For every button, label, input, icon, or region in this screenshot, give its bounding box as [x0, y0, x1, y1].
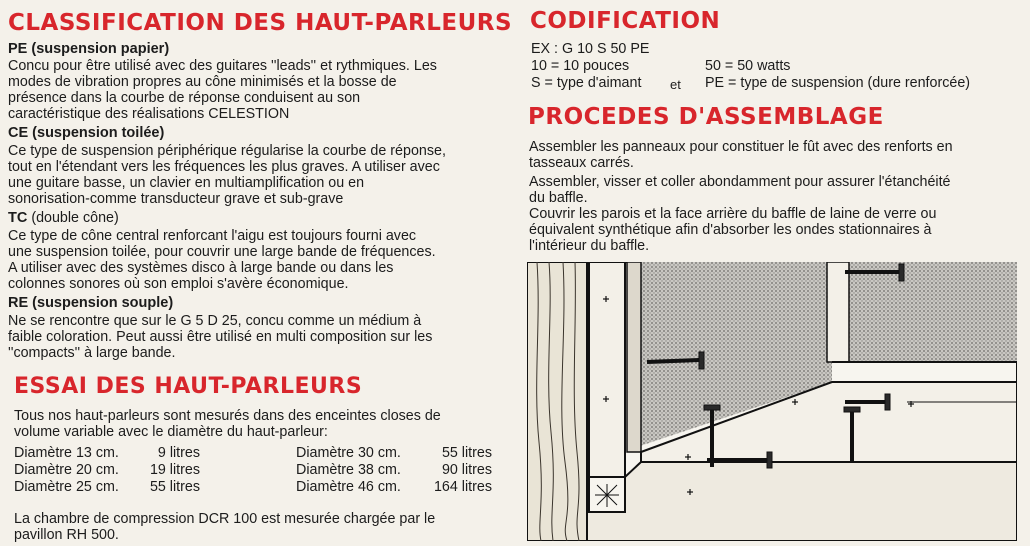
- table-cell: Diamètre 20 cm.: [14, 461, 119, 478]
- assemblage-line: du baffle.: [529, 190, 588, 206]
- code-et: et: [670, 77, 681, 92]
- essai-line: Tous nos haut-parleurs sont mesurés dans des enceintes closes de: [14, 408, 441, 424]
- code-example: EX : G 10 S 50 PE: [531, 41, 650, 57]
- table-cell: 90 litres: [441, 461, 492, 478]
- side-panel: [527, 262, 587, 541]
- ce-line: Ce type de suspension périphérique régularise la courbe de réponse,: [8, 143, 446, 159]
- table-cell: Diamètre 30 cm.: [296, 445, 401, 461]
- assemblage-line: Couvrir les parois et la face arrière du baffle de laine de verre ou: [529, 206, 937, 222]
- pe-line: présence dans la courbe de réponse conduisent au son: [8, 90, 361, 106]
- pe-line: modes de vibration propres au cône minimisés et la bosse de: [8, 74, 397, 90]
- pe-line: caractéristique des réalisations CELESTION: [8, 106, 290, 122]
- re-line: faible coloration. Peut aussi être utilisé en multi composition sur les: [8, 329, 433, 345]
- assemblage-line: équivalent synthétique afin d'absorber les ondes stationnaires à: [529, 222, 932, 238]
- assembly-illustration: [527, 262, 1017, 541]
- code-line: PE = type de suspension (dure renforcée): [705, 75, 971, 91]
- tc-line: colonnes sonores où son emploi s'avère économique.: [8, 276, 349, 292]
- tc-line: une suspension toilée, pour couvrir une large bande de fréquences.: [8, 244, 436, 260]
- assemblage-line: Assembler, visser et coller abondamment pour assurer l'étanchéité: [529, 174, 951, 190]
- ce-line: une guitare basse, un clavier en multiamplification ou en: [8, 175, 365, 191]
- table-cell: Diamètre 46 cm.: [296, 478, 401, 495]
- assemblage-line: l'intérieur du baffle.: [529, 238, 650, 254]
- assemblage-line: tasseaux carrés.: [529, 155, 634, 171]
- codification-heading: CODIFICATION: [530, 8, 721, 34]
- chambre-line: La chambre de compression DCR 100 est mesurée chargée par le: [14, 511, 436, 527]
- tc-line: Ce type de cône central renforcant l'aigu est toujours fourni avec: [8, 228, 417, 244]
- code-line: S = type d'aimant: [531, 75, 642, 91]
- re-line: ''compacts'' à large bande.: [8, 345, 176, 361]
- vertical-batten: [589, 262, 625, 477]
- pe-title: PE (suspension papier): [8, 41, 170, 57]
- chambre-line: pavillon RH 500.: [14, 527, 119, 543]
- code-line: 50 = 50 watts: [705, 58, 791, 74]
- assemblage-heading: PROCEDES D'ASSEMBLAGE: [528, 104, 884, 130]
- tc-suffix: (double cône): [27, 210, 119, 226]
- table-cell: 55 litres: [441, 445, 492, 461]
- essai-line: volume variable avec le diamètre du haut-parleur:: [14, 424, 328, 440]
- code-line: 10 = 10 pouces: [531, 58, 630, 74]
- table-right-volumes: [412, 445, 492, 495]
- re-line: Ne se rencontre que sur le G 5 D 25, concu comme un médium à: [8, 313, 422, 329]
- table-cell: 164 litres: [433, 478, 492, 495]
- classification-heading: CLASSIFICATION DES HAUT-PARLEURS: [8, 10, 513, 36]
- table-cell: 55 litres: [149, 478, 200, 495]
- table-right-diameters: [296, 445, 401, 495]
- assemblage-line: Assembler les panneaux pour constituer le fût avec des renforts en: [529, 139, 953, 155]
- tc-title: TC: [8, 210, 28, 226]
- floor-panel: [587, 462, 1017, 541]
- ce-title: CE (suspension toilée): [8, 125, 165, 141]
- table-cell: 9 litres: [157, 445, 200, 461]
- table-cell: Diamètre 25 cm.: [14, 478, 119, 495]
- essai-heading: ESSAI DES HAUT-PARLEURS: [14, 374, 363, 399]
- table-cell: 19 litres: [149, 461, 200, 478]
- batten-edge: [627, 262, 641, 452]
- table-left-volumes: [130, 445, 200, 495]
- tc-line: A utiliser avec des systèmes disco à large bande ou dans les: [8, 260, 394, 276]
- ce-line: tout en l'étendant vers les fréquences les plus graves. A utiliser avec: [8, 159, 440, 175]
- table-cell: Diamètre 13 cm.: [14, 445, 119, 461]
- ce-line: sonorisation-comme transducteur grave et sub-grave: [8, 191, 344, 207]
- tc-title-row: [8, 210, 119, 226]
- pe-line: Concu pour être utilisé avec des guitares ''leads'' et rythmiques. Les: [8, 58, 437, 74]
- table-cell: Diamètre 38 cm.: [296, 461, 401, 478]
- right-batten: [827, 262, 849, 362]
- table-left-diameters: [14, 445, 119, 495]
- re-title: RE (suspension souple): [8, 295, 174, 311]
